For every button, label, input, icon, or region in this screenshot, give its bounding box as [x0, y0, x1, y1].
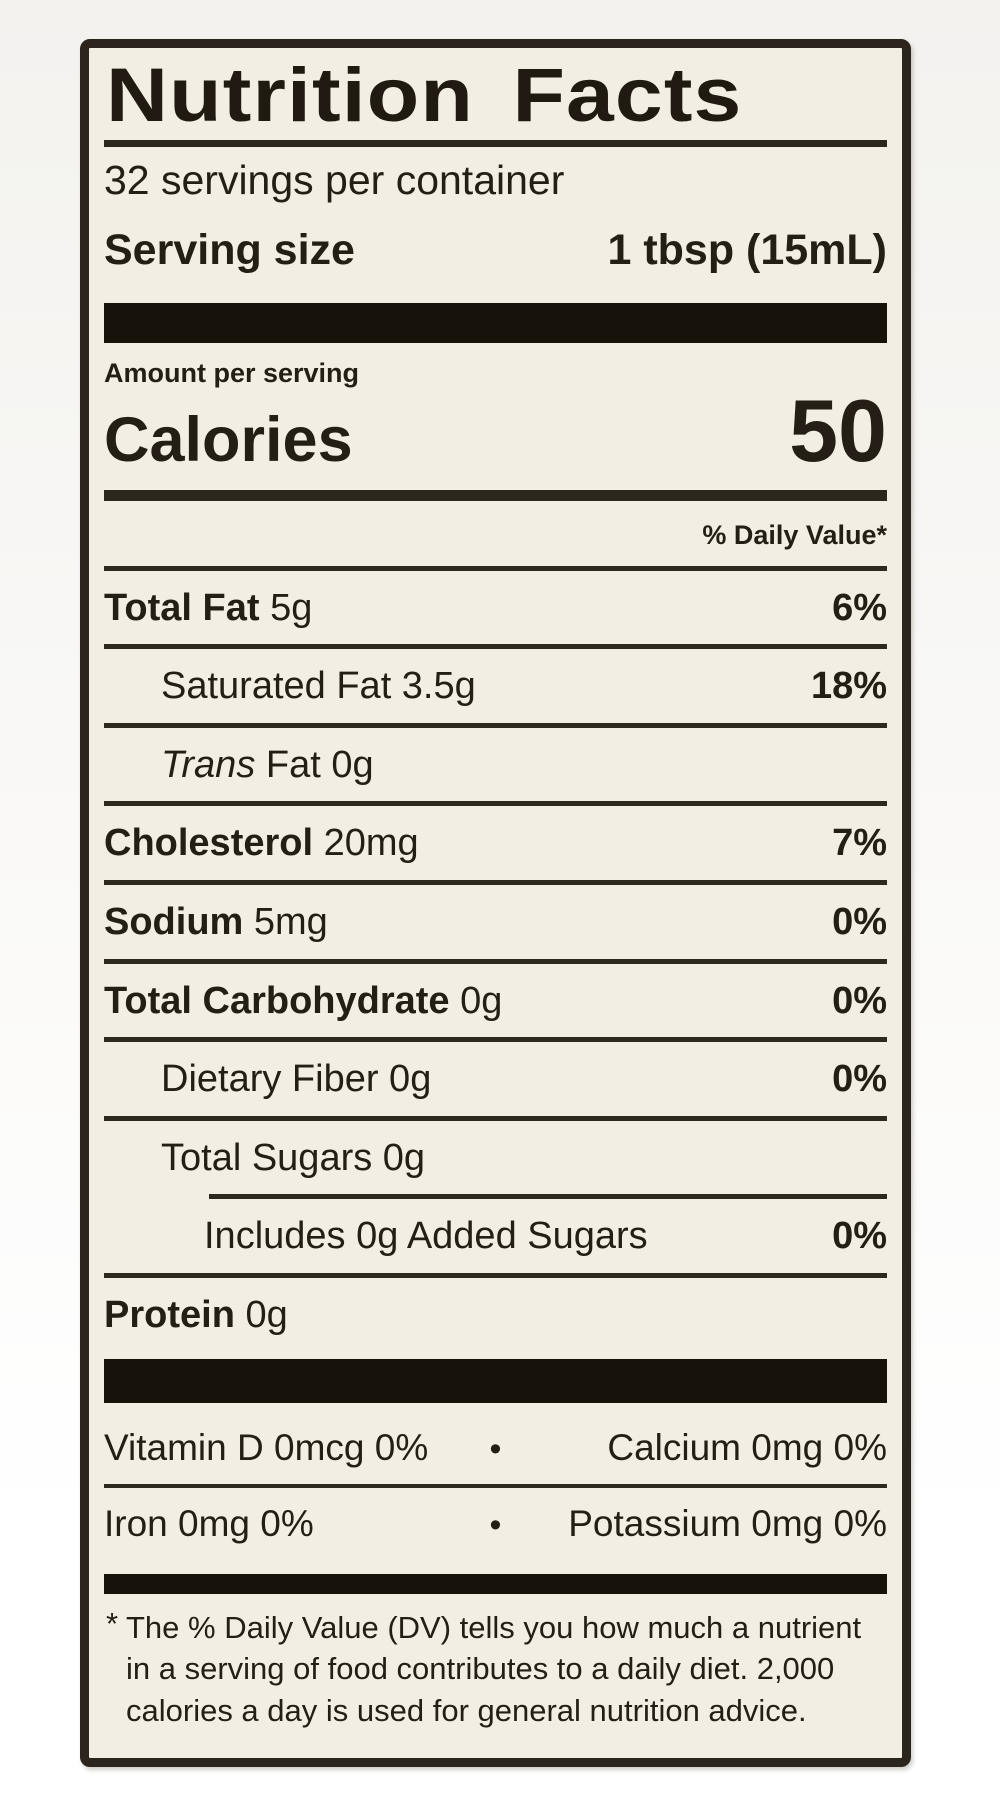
nutrient-name-part: Saturated Fat 3.5g — [161, 665, 476, 708]
amount-per-serving-label: Amount per serving — [104, 358, 360, 389]
footnote-line: calories a day is used for general nutrition advice. — [126, 1692, 807, 1728]
nutrient-row — [104, 1042, 887, 1116]
calories-divider — [104, 490, 887, 501]
section-bar-bottom — [104, 1574, 887, 1594]
micronutrient-right: Calcium 0mg 0% — [607, 1427, 887, 1469]
calories-value: 50 — [789, 381, 887, 481]
daily-value-footnote — [104, 1607, 887, 1731]
nutrient-name-part: Trans — [161, 743, 256, 786]
nutrient-name-part: Total Sugars 0g — [161, 1136, 426, 1179]
nutrient-name — [161, 665, 476, 708]
micronutrient-rows — [104, 1403, 887, 1557]
nutrient-name — [204, 1215, 648, 1258]
nutrient-name — [104, 980, 502, 1023]
nutrient-name-part: Total Carbohydrate — [104, 979, 461, 1022]
micronutrient-row — [104, 1488, 887, 1557]
nutrient-name-part: 20mg — [323, 822, 419, 865]
nutrient-name-part: Fat 0g — [255, 743, 374, 786]
daily-value-percent: 0% — [832, 1058, 887, 1101]
nutrient-name — [104, 587, 312, 630]
footnote-line: in a serving of food contributes to a daily diet. 2,000 — [126, 1651, 835, 1687]
nutrient-name — [104, 901, 328, 944]
footnote-lines — [126, 1607, 887, 1731]
nutrient-name-part: 5g — [270, 586, 313, 629]
nutrient-name-part: Protein — [104, 1293, 246, 1336]
nutrient-row — [104, 964, 887, 1038]
title-divider — [104, 140, 887, 147]
nutrition-facts-label — [80, 39, 911, 1767]
nutrient-name — [161, 744, 374, 787]
section-bar-middle — [104, 1359, 887, 1403]
bullet-separator: • — [489, 1430, 502, 1469]
nutrient-row — [104, 885, 887, 959]
serving-size-label: Serving size — [104, 226, 355, 275]
nutrient-name — [161, 1058, 431, 1101]
nutrient-name — [161, 1137, 425, 1180]
footnote-line: The % Daily Value (DV) tells you how much a nutrient — [126, 1610, 862, 1646]
micronutrient-left: Iron 0mg 0% — [104, 1502, 314, 1544]
nutrient-name-part: Includes 0g Added Sugars — [204, 1215, 648, 1258]
nutrient-row — [104, 1278, 887, 1352]
nutrient-name-part: Dietary Fiber 0g — [161, 1058, 432, 1101]
nutrient-name-part: Cholesterol — [104, 822, 324, 865]
daily-value-percent: 7% — [832, 822, 887, 865]
nutrient-row — [104, 806, 887, 880]
nutrient-name-part: Total Fat — [104, 586, 271, 629]
nutrient-row — [104, 571, 887, 645]
nutrient-rows — [104, 566, 887, 1351]
micronutrient-row — [104, 1403, 887, 1483]
calories-label: Calories — [104, 405, 353, 476]
bullet-separator: • — [489, 1505, 502, 1544]
daily-value-percent: 18% — [810, 665, 887, 708]
label-title: Nutrition Facts — [106, 53, 743, 138]
section-bar-top — [104, 303, 887, 343]
daily-value-percent: 6% — [832, 586, 887, 629]
nutrient-name — [104, 1294, 288, 1337]
daily-value-header: % Daily Value* — [702, 520, 887, 551]
nutrient-row — [104, 649, 887, 723]
nutrient-name-part: 0g — [245, 1293, 288, 1336]
calories-row — [104, 381, 887, 481]
daily-value-percent: 0% — [832, 1215, 887, 1258]
micronutrient-left: Vitamin D 0mcg 0% — [104, 1427, 429, 1469]
nutrient-row — [104, 728, 887, 802]
micronutrient-right: Potassium 0mg 0% — [568, 1502, 887, 1544]
nutrient-row — [104, 1199, 887, 1273]
serving-size-value: 1 tbsp (15mL) — [607, 226, 887, 275]
daily-value-percent: 0% — [832, 901, 887, 943]
servings-per-container: 32 servings per container — [104, 157, 565, 203]
serving-size-row — [104, 227, 887, 274]
footnote-asterisk: * — [106, 1606, 119, 1642]
nutrient-name-part: Sodium — [104, 901, 254, 943]
nutrient-name — [104, 822, 419, 865]
daily-value-percent: 0% — [832, 979, 887, 1022]
nutrient-name-part: 0g — [460, 979, 503, 1022]
nutrient-row — [104, 1121, 887, 1195]
nutrient-name-part: 5mg — [253, 901, 328, 943]
